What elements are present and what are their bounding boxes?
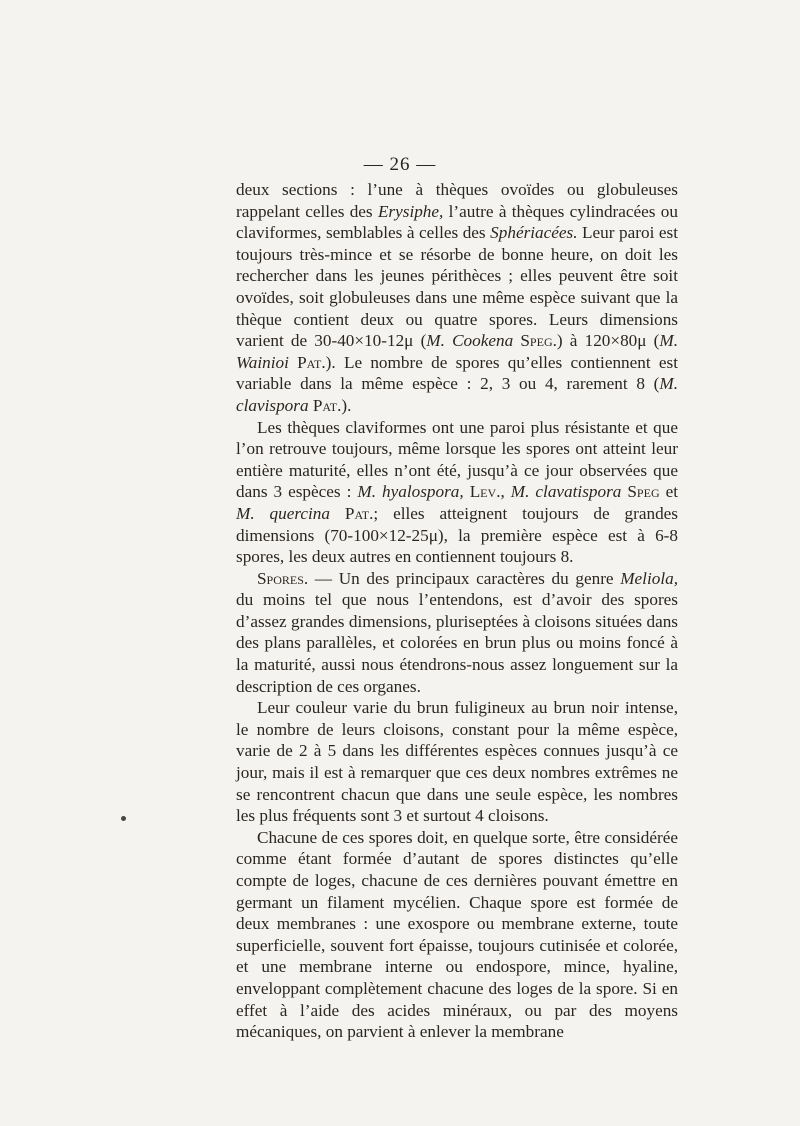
italic-run: M. Cookena <box>426 331 514 351</box>
text-run: Les thèques claviformes ont une paroi plus résistante et que l’on retrouve toujours, même lorsque les spores ont atteint leur entière maturité, elles n’ont été, jusqu’à ce jour observées que dans 3 espèces : <box>236 417 678 502</box>
text-run: Leur couleur varie du brun fuligineux au brun noir intense, le nombre de leurs cloisons, constant pour la même espèce, varie de 2 à 5 dans les différentes espèces connues jusqu’à ce jour, mais il est à remarquer que ces deux nombres extrêmes ne se rencontrent chacun que dans une seule espèce, les nombres les plus fréquents sont 3 et surtout 4 cloisons. <box>236 698 678 826</box>
small-caps-run: Speg <box>627 482 660 502</box>
text-run <box>289 353 297 372</box>
italic-run: M. Wainioi <box>236 331 679 372</box>
text-run: .). Le nombre de spores qu’elles contiennent est variable dans la même espèce : 2, 3 ou 4, rarement 8 ( <box>236 352 678 394</box>
italic-run: M. quercina <box>236 503 330 523</box>
text-run: .) à 120×80μ ( <box>552 331 660 351</box>
italic-run: M. clavatispora <box>510 482 622 502</box>
small-caps-run: Speg <box>520 331 553 351</box>
paragraph <box>236 417 678 568</box>
text-run: . — Un des principaux caractères du genre <box>303 568 621 588</box>
small-caps-run: Pat <box>344 503 370 523</box>
text-run: .; elles atteignent toujours de grandes dimensions (70-100×12-25μ), la première espèce est à 6-8 spores, les deux autres en contiennent toujours 8. <box>236 503 678 567</box>
italic-run: Sphériacées. <box>490 223 578 243</box>
italic-run: M. hyalospora, <box>357 482 464 502</box>
text-run: Leur paroi est toujours très-mince et se résorbe de bonne heure, on doit les rechercher dans les jeunes périthèces ; elles peuvent être soit ovoïdes, soit globuleuses dans une même espèce suivant que la thèque contient deux ou quatre spores. Leurs dimensions varient de 30-40×10-12μ ( <box>236 223 678 351</box>
small-caps-run: Pat <box>297 352 322 372</box>
body-text <box>236 179 678 1043</box>
text-run: du moins tel que nous l’entendons, est d’avoir des spores d’assez grandes dimensions, pluriseptées à cloisons situées dans des plans parallèles, et colorées en brun plus ou moins foncé à la maturité, aussi nous étendrons-nous assez longuement sur la description de ces organes. <box>236 590 678 696</box>
text-run <box>330 504 345 523</box>
small-caps-run: Spores <box>257 568 304 588</box>
italic-run: M. clavispora <box>236 374 678 415</box>
paragraph <box>236 568 678 698</box>
paragraph <box>236 697 678 827</box>
text-run: Chacune de ces spores doit, en quelque sorte, être considérée comme étant formée d’autant de spores distinctes qu’elle compte de loges, chacune de ces dernières pouvant émettre en germant un filament mycélien. Chaque spore est formée de deux membranes : une exospore ou membrane externe, toute superficielle, souvent fort épaisse, toujours cutinisée et colorée, et une membrane interne ou endospore, mince, hyaline, enveloppant complètement chacune des loges de la spore. Si en effet à l’aide des acides minéraux, ou par des moyens mécaniques, on parvient à enlever la membrane <box>236 827 678 1042</box>
text-run: ., <box>496 482 511 502</box>
small-caps-run: Lev <box>469 482 497 502</box>
text-run: l’autre à thèques cylindracées ou claviformes, semblables à celles des <box>236 201 678 243</box>
text-run: et <box>659 482 679 502</box>
italic-run: Erysiphe, <box>377 201 444 221</box>
text-run: deux sections : l’une à thèques ovoïdes ou globuleuses rappelant celles des <box>236 180 678 221</box>
paragraph <box>236 179 678 417</box>
text-run: .). <box>337 395 352 415</box>
margin-dot-mark <box>121 816 126 821</box>
italic-run: Meliola, <box>620 568 678 588</box>
page-number: — 26 — <box>363 154 437 175</box>
paragraph <box>236 827 678 1043</box>
small-caps-run: Pat <box>312 395 338 415</box>
